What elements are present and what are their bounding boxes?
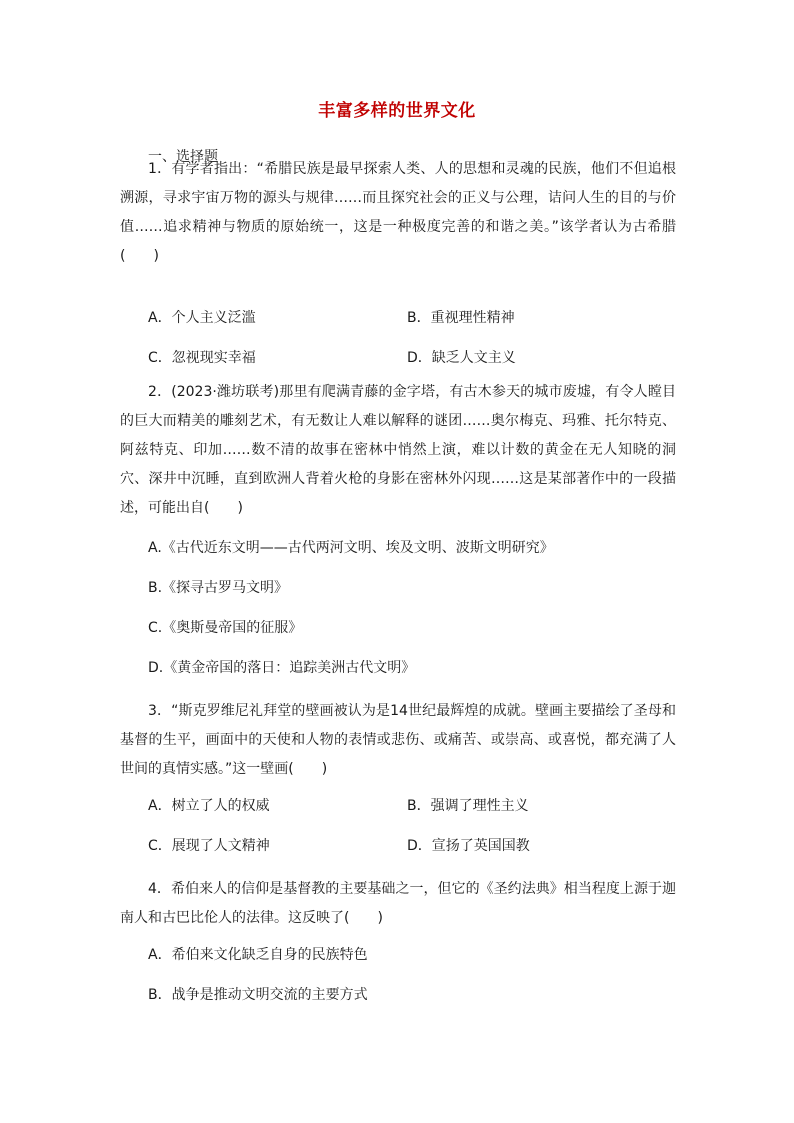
question-3-stem: 3．“斯克罗维尼礼拜堂的壁画被认为是14世纪最辉煌的成就。壁画主要描绘了圣母和基督的生平，画面中的天使和人物的表情或悲伤、或痛苦、或崇高、或喜悦，都充满了人世间的真情实感。”这一壁画( )	[120, 703, 676, 777]
section-heading: 一、选择题	[148, 149, 218, 165]
question-1-option-a: A．个人主义泛滥	[148, 310, 256, 326]
question-2-option-b: B.《探寻古罗马文明》	[148, 580, 289, 596]
question-1-option-c: C．忽视现实幸福	[148, 350, 256, 366]
question-3-option-c: C．展现了人文精神	[148, 838, 270, 854]
question-4-option-a: A．希伯来文化缺乏自身的民族特色	[148, 947, 368, 963]
question-3-option-b: B．强调了理性主义	[407, 798, 529, 814]
question-2-stem: 2．(2023·潍坊联考)那里有爬满青藤的金字塔，有古木参天的城市废墟，有令人瞠目的巨大而精美的雕刻艺术，有无数让人难以解释的谜团……奥尔梅克、玛雅、托尔特克、阿兹特克、印加……数不清的故事在密林中悄然上演，难以计数的黄金在无人知晓的洞穴、深井中沉睡，直到欧洲人背着火枪的身影在密林外闪现……这是某部著作中的一段描述，可能出自( )	[120, 384, 676, 516]
question-3-option-d: D．宣扬了英国国教	[407, 838, 530, 854]
document-title: 丰富多样的世界文化	[318, 101, 476, 121]
question-1-option-d: D．缺乏人文主义	[407, 350, 516, 366]
question-4-option-b: B．战争是推动文明交流的主要方式	[148, 987, 368, 1003]
question-4-stem: 4．希伯来人的信仰是基督教的主要基础之一，但它的《圣约法典》相当程度上源于迦南人和古巴比伦人的法律。这反映了( )	[120, 881, 676, 926]
question-1-stem: 1．有学者指出：“希腊民族是最早探索人类、人的思想和灵魂的民族，他们不但追根溯源，寻求宇宙万物的源头与规律……而且探究社会的正义与公理，诘问人生的目的与价值……追求精神与物质的原始统一，这是一种极度完善的和谐之美。”该学者认为古希腊( )	[120, 161, 676, 264]
question-2-option-d: D.《黄金帝国的落日：追踪美洲古代文明》	[148, 660, 416, 676]
question-2-option-a: A.《古代近东文明——古代两河文明、埃及文明、波斯文明研究》	[148, 540, 554, 556]
question-1-option-b: B．重视理性精神	[407, 310, 515, 326]
question-2-option-c: C.《奥斯曼帝国的征服》	[148, 620, 303, 636]
question-3-option-a: A．树立了人的权威	[148, 798, 270, 814]
